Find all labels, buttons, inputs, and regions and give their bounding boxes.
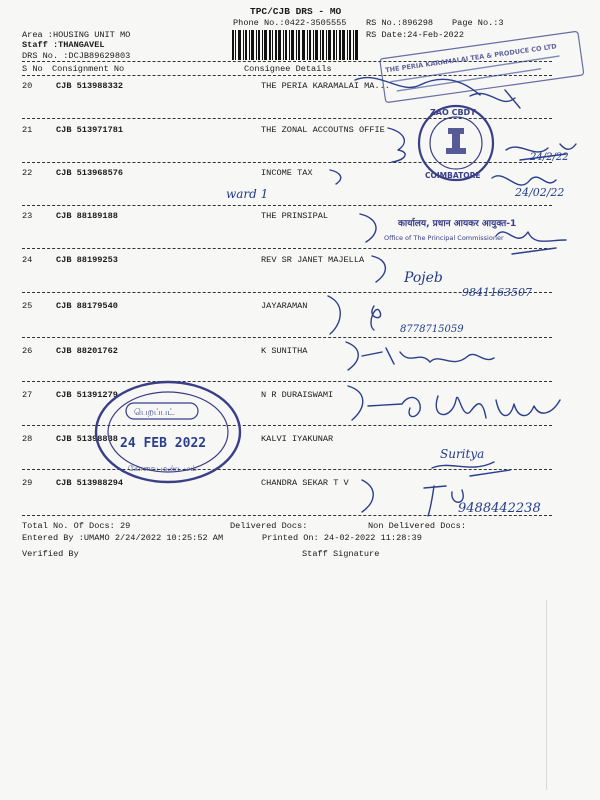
row-consignee: KALVI IYAKUNAR: [261, 434, 334, 444]
row-divider: [22, 292, 552, 293]
table-row: [0, 81, 600, 95]
col-consignee: Consignee Details: [244, 64, 332, 74]
date-stamp-top: பெறப்பட்: [134, 408, 175, 418]
row-sno: 27: [22, 390, 33, 400]
total-docs: Total No. Of Docs: 29: [22, 521, 131, 531]
page-number: Page No.:3: [452, 18, 504, 28]
table-row: [0, 390, 600, 404]
phone-row25: 8778715059: [400, 324, 464, 335]
row-divider: [22, 205, 552, 206]
name-row24: Pojeb: [404, 270, 443, 286]
row-consignee: THE PRINSIPAL: [261, 211, 329, 221]
table-row: [0, 125, 600, 139]
row-sno: 28: [22, 434, 33, 444]
row-sno: 25: [22, 301, 33, 311]
row-divider: [22, 248, 552, 249]
row-consignment: CJB 513988332: [56, 81, 124, 91]
non-delivered-docs: Non Delivered Docs:: [368, 521, 466, 531]
rs-date: RS Date:24-Feb-2022: [366, 30, 464, 40]
row-sno: 29: [22, 478, 33, 488]
staff-signature-label: Staff Signature: [302, 549, 380, 559]
row-consignee: K SUNITHA: [261, 346, 308, 356]
row-consignment: CJB 88179540: [56, 301, 118, 311]
cbdt-stamp-top: ZAO CBDT: [430, 108, 476, 117]
table-row: [0, 301, 600, 315]
row-divider: [22, 425, 552, 426]
row-sno: 22: [22, 168, 33, 178]
table-row: [0, 346, 600, 360]
scan-artifact: [546, 600, 547, 790]
row-divider: [22, 162, 552, 163]
report-title: TPC/CJB DRS - MO: [250, 6, 342, 17]
phone-number: Phone No.:0422-3505555: [233, 18, 347, 28]
signature-row21-icon: [506, 144, 576, 160]
row-consignment: CJB 88201762: [56, 346, 118, 356]
row-sno: 21: [22, 125, 33, 135]
row-consignee: THE ZONAL ACCOUTNS OFFIE: [261, 125, 385, 135]
row-consignment: CJB 513988294: [56, 478, 124, 488]
row-divider: [22, 469, 552, 470]
area-label: Area :HOUSING UNIT MO: [22, 30, 131, 40]
row-consignee: INCOME TAX: [261, 168, 313, 178]
row-consignment: CJB 513968576: [56, 168, 124, 178]
drs-number: DRS No. :DCJB89629803: [22, 51, 131, 61]
row-sno: 24: [22, 255, 33, 265]
office-stamp-line: Office of The Principal Commissioner: [384, 234, 504, 242]
name-row28: Suritya: [440, 447, 485, 461]
row-consignee: JAYARAMAN: [261, 301, 308, 311]
row-consignment: CJB 513971781: [56, 125, 124, 135]
date-stamp-date: 24 FEB 2022: [120, 436, 207, 451]
row-divider: [22, 381, 552, 382]
date-row21: 24/2/22: [530, 152, 569, 163]
col-consignment: Consignment No: [52, 64, 125, 74]
table-row: [0, 168, 600, 182]
hindi-office-stamp: कार्यालय, प्रधान आयकर आयुक्त-1: [398, 219, 517, 229]
row-consignment: CJB 51398838: [56, 434, 118, 444]
rs-number: RS No.:896298: [366, 18, 434, 28]
row-sno: 23: [22, 211, 33, 221]
barcode-icon: [232, 30, 360, 60]
col-sno: S No: [22, 64, 43, 74]
date-row22: 24/02/22: [515, 186, 565, 199]
verified-by: Verified By: [22, 549, 79, 559]
row-divider: [22, 118, 552, 119]
table-row: [0, 211, 600, 225]
row-sno: 26: [22, 346, 33, 356]
signature-row23-icon: [496, 232, 566, 254]
row-sno: 20: [22, 81, 33, 91]
row-divider: [22, 337, 552, 338]
table-row: [0, 434, 600, 448]
phone-row24: 9841163507: [462, 286, 532, 299]
row-consignment: CJB 88199253: [56, 255, 118, 265]
table-row: [0, 255, 600, 269]
row-divider: [22, 515, 552, 516]
row-consignee: THE PERIA KARAMALAI MA...: [261, 81, 390, 91]
staff-label: Staff :THANGAVEL: [22, 40, 105, 50]
ward-note: ward 1: [226, 187, 269, 201]
company-stamp-text: THE PERIA KARAMALAI TEA & PRODUCE CO LTD: [384, 42, 558, 75]
delivered-docs: Delivered Docs:: [230, 521, 308, 531]
row-consignment: CJB 88189188: [56, 211, 118, 221]
phone-row29: 9488442238: [458, 501, 541, 516]
entered-by: Entered By :UMAMO 2/24/2022 10:25:52 AM: [22, 533, 224, 543]
row-consignment: CJB 51391279: [56, 390, 118, 400]
header-rule-bottom: [22, 75, 552, 76]
table-row: [0, 478, 600, 492]
printed-on: Printed On: 24-02-2022 11:28:39: [262, 533, 422, 543]
row-consignee: CHANDRA SEKAR T V: [261, 478, 349, 488]
date-stamp-bottom: கோவை மண்டலம்: [128, 464, 197, 473]
row-consignee: REV SR JANET MAJELLA: [261, 255, 365, 265]
cbdt-stamp-bottom: COIMBATORE: [425, 171, 481, 180]
header-rule-top: [22, 61, 552, 62]
row-consignee: N R DURAISWAMI: [261, 390, 334, 400]
